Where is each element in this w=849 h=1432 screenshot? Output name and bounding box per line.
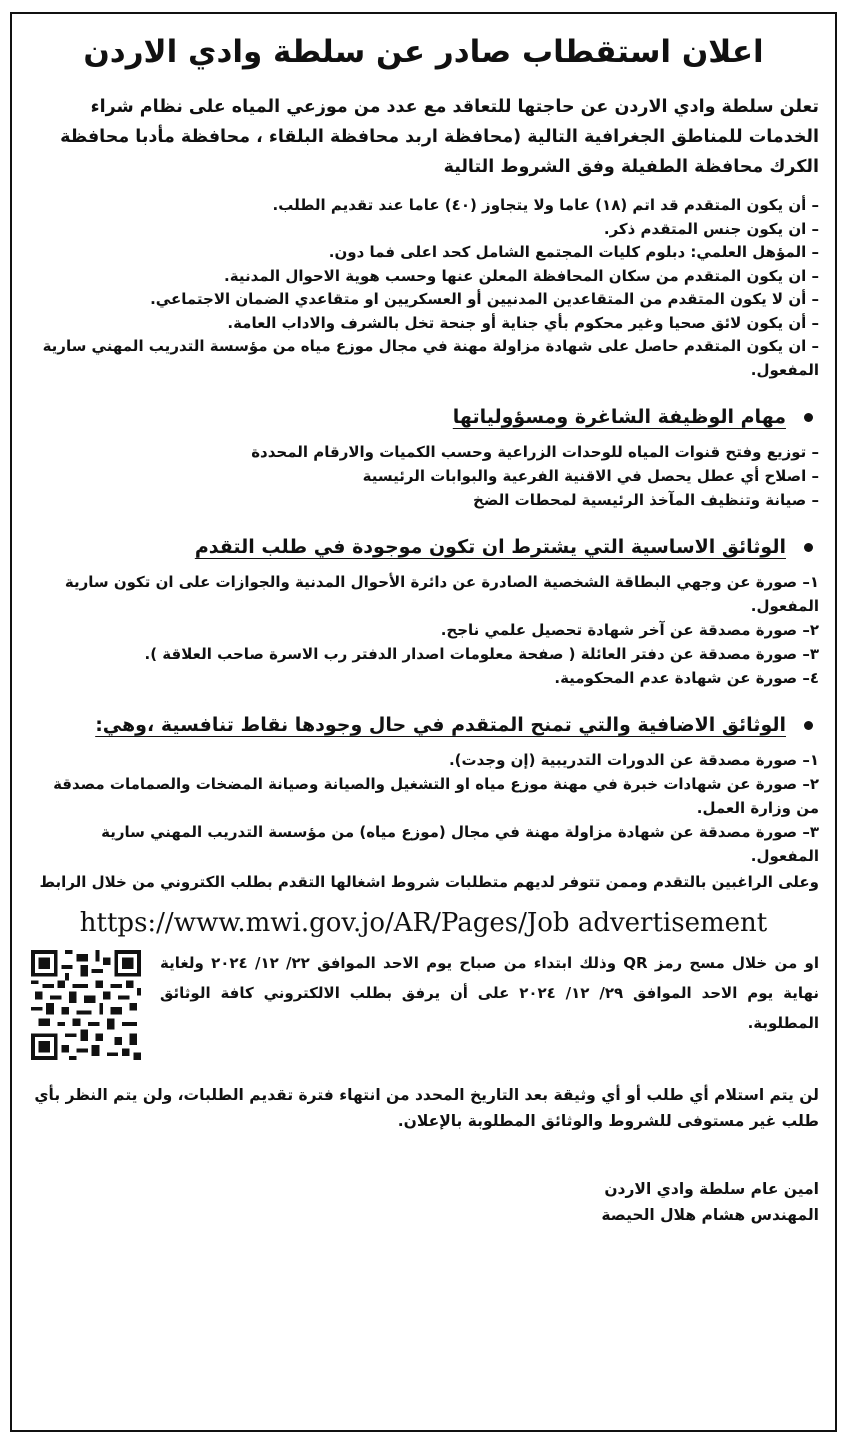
duties-list	[28, 440, 819, 512]
announcement-page	[10, 12, 837, 1432]
list-item: ١– صورة عن وجهي البطاقة الشخصية الصادرة عن دائرة الأحوال المدنية والجوازات على ان تكون سارية المفعول.	[64, 573, 819, 615]
bullet-dot-icon	[804, 543, 813, 552]
closing-paragraph: وعلى الراغبين بالتقدم وممن تتوفر لديهم متطلبات شروط اشغالها التقدم بطلب الكتروني من خلال الرابط	[39, 873, 819, 891]
list-item: – أن لا يكون المتقدم من المتقاعدين المدنيين أو العسكريين او متقاعدي الضمان الاجتماعي.	[150, 290, 819, 308]
list-item: ٣– صورة مصدقة عن دفتر العائلة ( صفحة معلومات اصدار الدفتر رب الاسرة صاحب العلاقة ).	[144, 645, 819, 663]
section-heading-additional-docs	[28, 710, 819, 740]
list-item: – المؤهل العلمي: دبلوم كليات المجتمع الشامل كحد اعلى فما دون.	[328, 243, 819, 261]
list-item: – أن يكون لائق صحيا وغير محكوم بأي جناية أو جنحة تخل بالشرف والاداب العامة.	[227, 313, 819, 332]
section-heading-text: الوثائق الاضافية والتي تمنح المتقدم في حال وجودها نقاط تنافسية ،وهي:	[95, 714, 786, 736]
list-item: ٢– صورة عن شهادات خبرة في مهنة موزع مياه او التشغيل والصيانة وصيانة المضخات والصمامات مصدقة من وزارة العمل.	[53, 775, 819, 817]
list-item: – ان يكون المتقدم من سكان المحافظة المعلن عنها وحسب هوية الاحوال المدنية.	[224, 266, 819, 285]
list-item: – ان يكون جنس المتقدم ذكر.	[603, 219, 819, 238]
signature-name: المهندس هشام هلال الحيصة	[601, 1206, 819, 1224]
list-item: – اصلاح أي عطل يحصل في الاقنية الفرعية والبوابات الرئيسية	[362, 467, 819, 485]
page-title: اعلان استقطاب صادر عن سلطة وادي الاردن	[83, 34, 764, 70]
list-item: ٣– صورة مصدقة عن شهادة مزاولة مهنة في مجال (موزع مياه) من مؤسسة التدريب المهني سارية المفعول.	[101, 823, 819, 865]
section-heading-text: مهام الوظيفة الشاغرة ومسؤولياتها	[452, 406, 786, 428]
conditions-list	[28, 194, 819, 382]
list-item: – توزيع وفتح قنوات المياه للوحدات الزراعية وحسب الكميات والارقام المحددة	[251, 443, 819, 461]
signature-block	[28, 1176, 819, 1228]
list-item: ٢– صورة مصدقة عن آخر شهادة تحصيل علمي ناجح.	[440, 621, 819, 639]
intro-paragraph: تعلن سلطة وادي الاردن عن حاجتها للتعاقد مع عدد من موزعي المياه على نظام شراء الخدمات للمناطق الجغرافية التالية (محافظة اربد محافظة البلقاء ، محافظة مأدبا محافظة الكرك محافظة الطفيلة وفق الشروط التالية	[60, 97, 819, 177]
bullet-dot-icon	[804, 721, 813, 730]
qr-instructions: او من خلال مسح رمز QR وذلك ابتداء من صباح يوم الاحد الموافق ٢٢/ ١٢/ ٢٠٢٤ ولغاية نهاية يوم الاحد الموافق ٢٩/ ١٢/ ٢٠٢٤ على أن يرفق بطلب الالكتروني كافة الوثائق المطلوبة.	[160, 954, 820, 1032]
section-heading-required-docs	[28, 532, 819, 562]
section-heading-duties	[28, 402, 819, 432]
list-item: ٤– صورة عن شهادة عدم المحكومية.	[554, 669, 819, 687]
deadline-notice: لن يتم استلام أي طلب أو أي وثيقة بعد التاريخ المحدد من انتهاء فترة تقديم الطلبات، ولن يتم النظر بأي طلب غير مستوفى للشروط والوثائق المطلوبة بالإعلان.	[34, 1086, 819, 1130]
list-item: – ان يكون المتقدم حاصل على شهادة مزاولة مهنة في مجال موزع مياه من مؤسسة التدريب المهني سارية المفعول.	[42, 337, 819, 379]
additional-docs-list	[28, 748, 819, 868]
signature-title: امين عام سلطة وادي الاردن	[604, 1180, 819, 1198]
qr-code-icon[interactable]	[28, 950, 144, 1060]
section-heading-text: الوثائق الاساسية التي يشترط ان تكون موجودة في طلب التقدم	[194, 536, 786, 558]
bullet-dot-icon	[804, 413, 813, 422]
list-item: – صيانة وتنظيف المآخذ الرئيسية لمحطات الضخ	[473, 491, 819, 509]
required-docs-list	[28, 570, 819, 690]
list-item: – أن يكون المتقدم قد اتم (١٨) عاما ولا يتجاوز (٤٠) عاما عند تقديم الطلب.	[272, 196, 819, 214]
list-item: ١– صورة مصدقة عن الدورات التدريبية (إن وجدت).	[448, 751, 819, 769]
application-link[interactable]: https://www.mwi.gov.jo/AR/Pages/Job advertisement	[79, 908, 768, 938]
qr-section	[28, 948, 819, 1060]
